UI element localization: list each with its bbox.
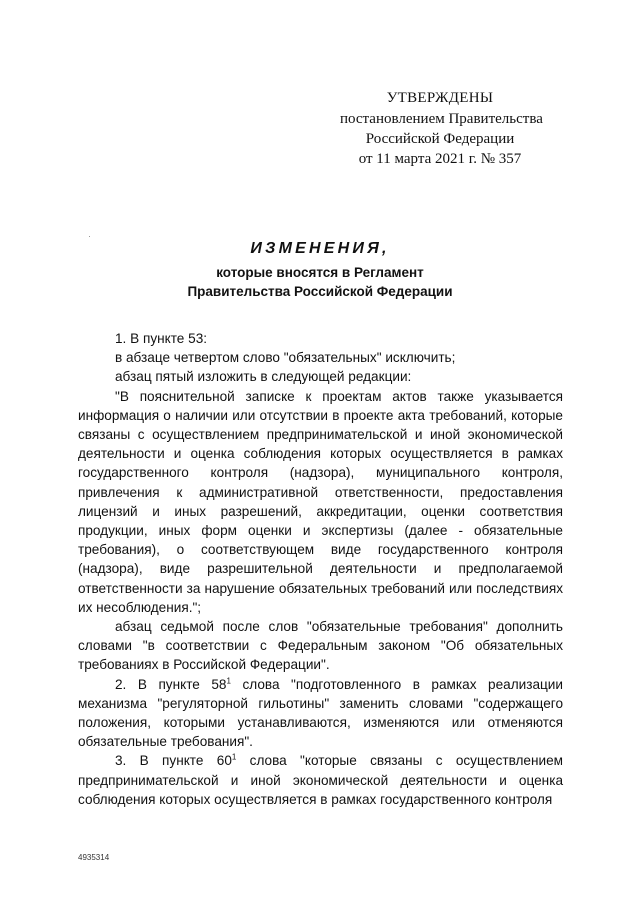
item-2-superscript: 1 xyxy=(226,676,231,686)
item-1-para-3: абзац пятый изложить в следующей редакции: xyxy=(115,369,412,385)
document-heading xyxy=(0,238,640,301)
heading-subtitle-line1: которые вносятся в Регламент xyxy=(216,265,424,280)
approval-stamp xyxy=(340,88,543,169)
item-3-superscript: 1 xyxy=(231,752,237,762)
item-2-lead: 2. В пункте 58 xyxy=(115,676,227,692)
item-1-quoted-text: "В пояснительной записке к проектам актов также указывается информация о наличии или отсутствии в проекте акта требований, которые связаны с осуществлением предпринимательской и иной экономической деятельности и оценка соблюдения которых осуществляется в рамках государственного контроля (надзора), муниципального контроля, привлечения к административной ответственности, предоставления лицензий и иных разрешений, аккредитации, оценки соответствия продукции, иных форм оценки и экспертизы (далее - обязательные требования), о соответствующем виде государственного контроля (надзора), виде разрешительной деятельности и предполагаемой ответственности за нарушение обязательных требований или последствиях их несоблюдения."; xyxy=(78,388,563,615)
document-body xyxy=(78,329,563,809)
item-3 xyxy=(78,751,563,809)
item-1-para-5: абзац седьмой после слов "обязательные требования" дополнить словами "в соответствии с Федеральным законом "Об обязательных требованиях в Российской Федерации". xyxy=(78,619,563,673)
approval-decree-line: постановлением Правительства xyxy=(340,111,543,127)
approval-date-number: от 11 марта 2021 г. № 357 xyxy=(358,151,522,167)
heading-subtitle-line2: Правительства Российской Федерации xyxy=(187,284,453,299)
approval-title: УТВЕРЖДЕНЫ xyxy=(386,90,494,106)
item-2 xyxy=(78,675,563,752)
item-1-header: 1. В пункте 53: xyxy=(115,331,208,346)
item-2-text: слова "подготовленного в рамках реализации механизма "регуляторной гильотины" заменить словами "содержащего положения, которыми устанавливаются, изменяются или отменяются обязательные требования". xyxy=(78,676,563,750)
heading-title: ИЗМЕНЕНИЯ, xyxy=(250,240,390,257)
item-3-lead: 3. В пункте 60 xyxy=(115,753,232,769)
footer-doc-number: 4935314 xyxy=(78,853,110,862)
scan-speck xyxy=(89,236,90,237)
item-3-text: слова "которые связаны с осуществлением предпринимательской и иной экономической деятельности и оценка соблюдения которых осуществляется в рамках государственного контроля xyxy=(78,753,563,807)
item-1-para-2: в абзаце четвертом слово "обязательных" исключить; xyxy=(115,350,456,366)
approval-authority-line: Российской Федерации xyxy=(365,131,515,147)
